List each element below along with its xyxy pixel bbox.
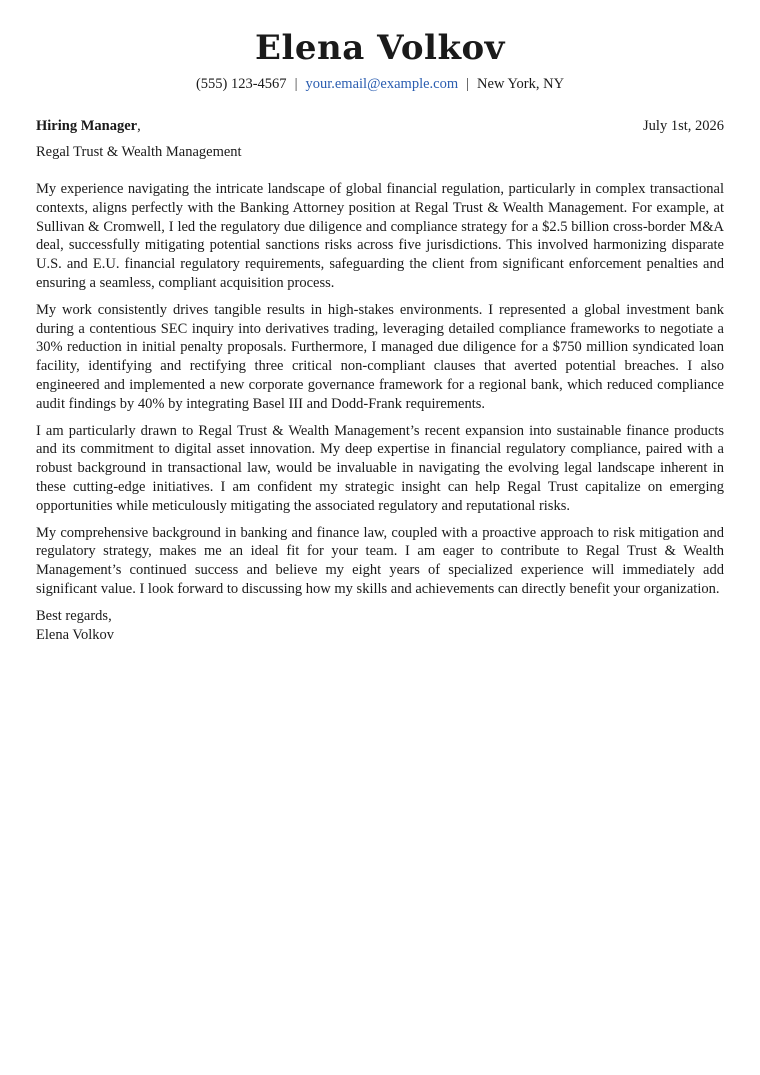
body-paragraph-4: My comprehensive background in banking and finance law, coupled with a proactive approach to risk mitigation and regulatory strategy, makes me an ideal fit for your team. I am eager to contribute to Regal Trust & Wealth Management’s continued success and believe my eight years of specialized experience will immediately add significant value. I look forward to discussing how my skills and achievements can directly benefit your organization.	[36, 524, 724, 597]
closing-signature: Elena Volkov	[36, 626, 115, 643]
body-paragraph-2: My work consistently drives tangible results in high-stakes environments. I represented a global investment bank during a contentious SEC inquiry into derivatives trading, leveraging detailed compliance frameworks to negotiate a 30% reduction in initial penalty proposals. Furthermore, I managed due diligence for a $750 million syndicated loan facility, identifying and rectifying three critical non-compliant clauses that averted potential breaches. I also engineered and implemented a new corporate governance framework for a regional bank, which reduced compliance audit findings by 40% by integrating Basel III and Dodd-Frank requirements.	[36, 301, 724, 412]
location: New York, NY	[477, 76, 565, 92]
separator: |	[466, 76, 470, 92]
letter-closing	[36, 607, 724, 645]
recipient-title-text: Hiring Manager	[36, 118, 138, 134]
letter-body	[36, 180, 724, 599]
recipient-row	[36, 116, 724, 136]
body-paragraph-1: My experience navigating the intricate landscape of global financial regulation, particularly in complex transactional contexts, aligns perfectly with the Banking Attorney position at Regal Trust & Wealth Management. For example, at Sullivan & Cromwell, I led the regulatory due diligence and compliance strategy for a $2.5 billion cross-border M&A deal, successfully mitigating potential sanctions risks across five jurisdictions. This involved harmonizing disparate U.S. and E.U. financial regulatory requirements, safeguarding the client from significant enforcement penalties and ensuring a seamless, compliant acquisition process.	[36, 181, 724, 291]
email-link[interactable]: your.email@example.com	[305, 76, 459, 92]
phone-number: (555) 123-4567	[195, 76, 287, 92]
contact-line	[36, 74, 724, 94]
recipient-title	[36, 116, 141, 136]
body-paragraph-3: I am particularly drawn to Regal Trust & Wealth Management’s recent expansion into sustainable finance products and its commitment to digital asset innovation. My deep expertise in financial regulatory compliance, paired with a robust background in transactional law, would be invaluable in navigating the evolving legal landscape inherent in these cutting-edge initiatives. I am confident my strategic insight can help Regal Trust capitalize on emerging opportunities while meticulously mitigating the associated regulatory and reputational risks.	[36, 422, 724, 514]
recipient-title-suffix: ,	[137, 118, 141, 134]
recipient-company: Regal Trust & Wealth Management	[36, 144, 242, 160]
separator: |	[294, 76, 298, 92]
letter-date: July 1st, 2026	[643, 118, 724, 134]
closing-salutation: Best regards,	[36, 607, 112, 624]
applicant-name: Elena Volkov	[255, 28, 505, 68]
